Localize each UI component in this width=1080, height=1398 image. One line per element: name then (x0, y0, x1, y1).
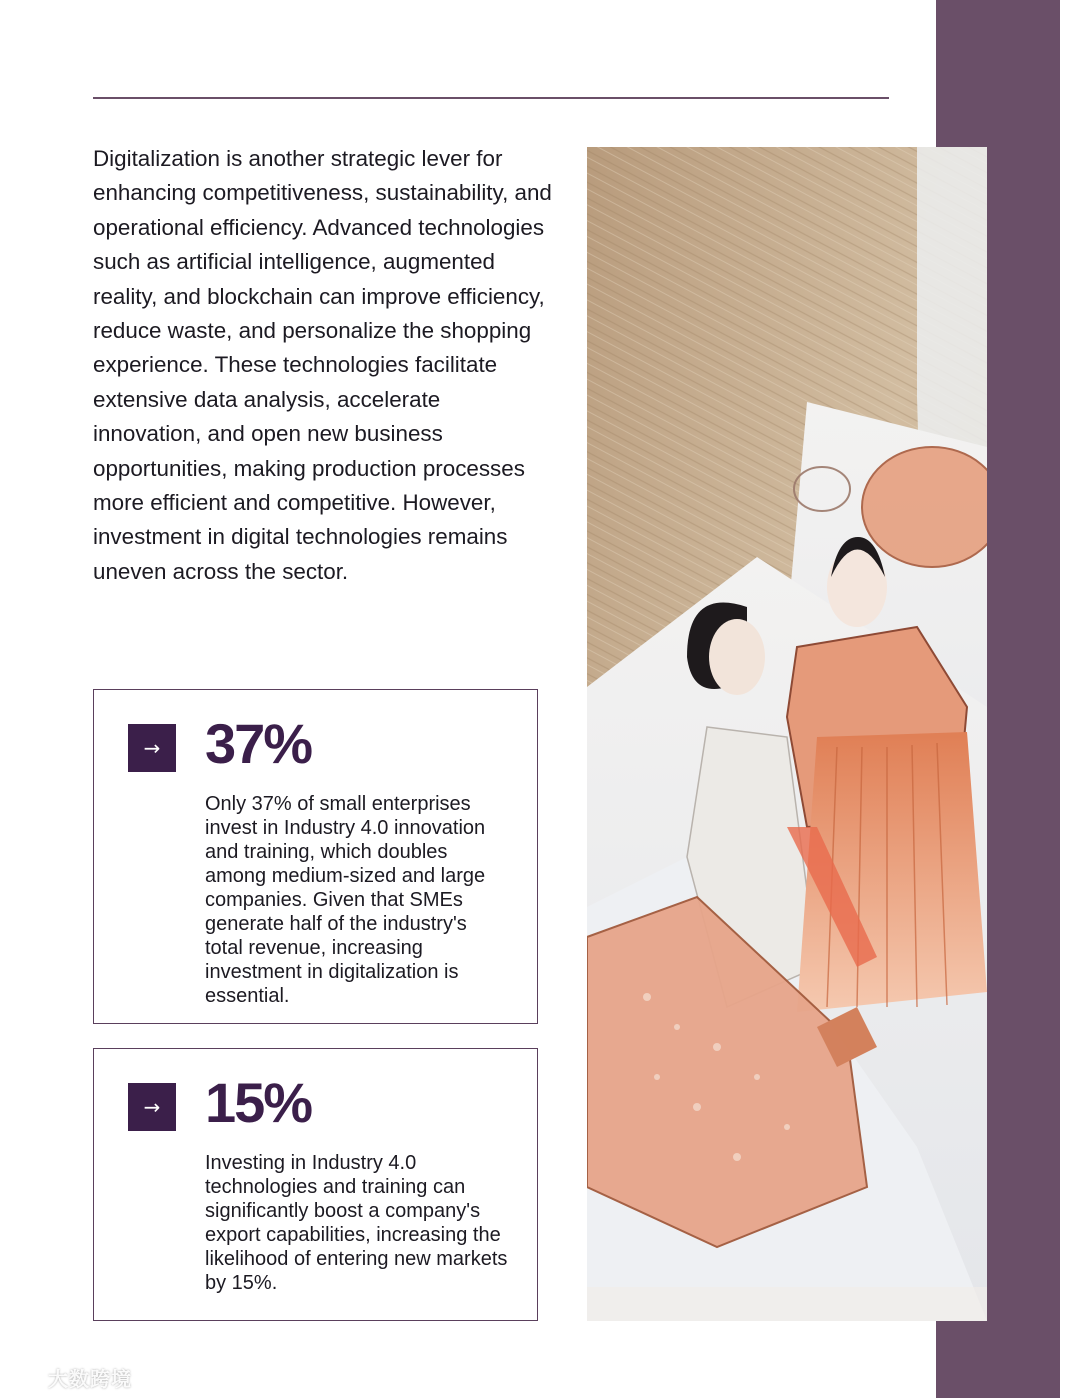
stat-card-2 (93, 1048, 538, 1321)
stat-card-1 (93, 689, 538, 1024)
top-divider (93, 97, 889, 99)
right-margin (1060, 0, 1080, 1398)
arrow-right-icon: → (128, 1083, 176, 1131)
fashion-sketches-photo (587, 147, 987, 1321)
arrow-right-icon: → (128, 724, 176, 772)
stat-value: 15% (205, 1071, 312, 1134)
stat-value: 37% (205, 712, 312, 775)
stat-description: Only 37% of small enterprises invest in Industry 4.0 innovation and training, which doubles among medium-sized and large companies. Given that SMEs generate half of the industry's total revenue, increasing investment in digitalization is essential. (205, 793, 486, 1007)
watermark (8, 1364, 132, 1390)
watermark-text: 大数跨境 (48, 1366, 132, 1391)
watermark-logo-icon (8, 1366, 42, 1388)
stat-description: Investing in Industry 4.0 technologies and training can significantly boost a company's export capabilities, increasing the likelihood of entering new markets by 15%. (205, 1152, 508, 1294)
intro-paragraph: Digitalization is another strategic lever for enhancing competitiveness, sustainability, and operational efficiency. Advanced technologies such as artificial intelligence, augmented reality, and blockchain can improve efficiency, reduce waste, and personalize the shopping experience. These technologies facilitate extensive data analysis, accelerate innovation, and open new business opportunities, making production processes more efficient and competitive. However, investment in digital technologies remains uneven across the sector. (93, 146, 552, 584)
